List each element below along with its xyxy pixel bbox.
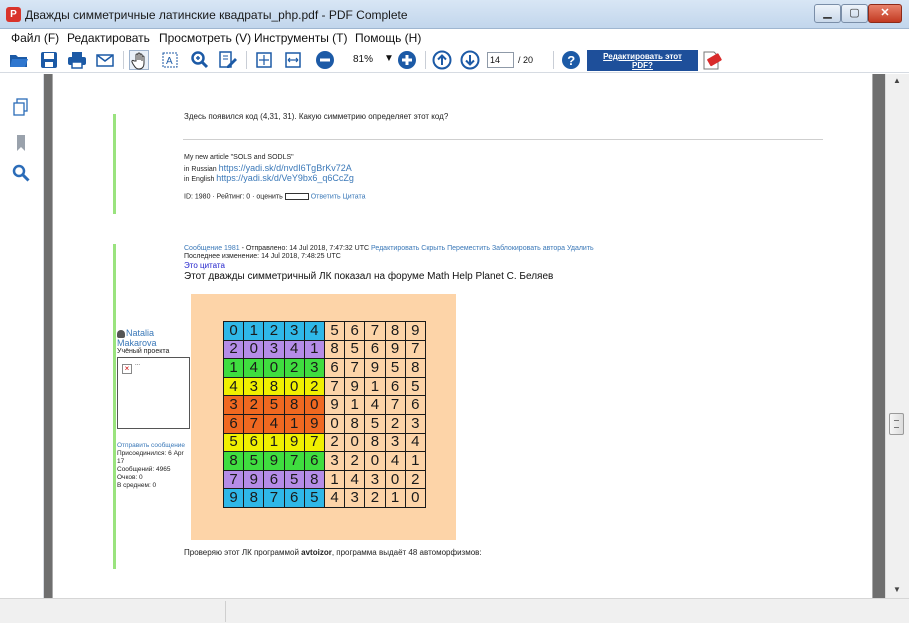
grid-cell: 1 [284, 414, 304, 433]
zoom-in-icon[interactable] [397, 50, 417, 70]
post2-header [184, 245, 594, 252]
grid-cell: 2 [264, 322, 284, 341]
signature-english [184, 173, 354, 183]
edit-icon[interactable] [217, 50, 237, 70]
grid-cell: 4 [405, 433, 425, 452]
left-sidebar [0, 74, 44, 598]
grid-cell: 3 [385, 433, 405, 452]
grid-cell: 0 [345, 433, 365, 452]
scrollbar-thumb[interactable] [889, 413, 904, 435]
fit-width-icon[interactable] [283, 50, 303, 70]
grid-row [224, 470, 426, 489]
hand-tool-icon[interactable] [129, 50, 149, 70]
grid-cell: 3 [405, 414, 425, 433]
grid-cell: 6 [405, 396, 425, 415]
vertical-scrollbar[interactable] [885, 74, 909, 598]
grid-cell: 4 [284, 340, 304, 359]
grid-cell: 3 [345, 489, 365, 508]
grid-cell: 9 [304, 414, 324, 433]
grid-cell: 8 [345, 414, 365, 433]
grid-cell: 7 [304, 433, 324, 452]
russian-link[interactable]: https://yadi.sk/d/nvdI6TgBrKv72A [218, 163, 352, 173]
quote-text: Этот дважды симметричный ЛК показал на форуме Math Help Planet С. Беляев [184, 271, 554, 282]
grid-cell: 2 [224, 340, 244, 359]
grid-cell: 7 [284, 452, 304, 471]
grid-cell: 0 [284, 377, 304, 396]
grid-cell: 6 [385, 377, 405, 396]
grid-cell: 4 [365, 396, 385, 415]
grid-cell: 5 [365, 414, 385, 433]
grid-cell: 0 [224, 322, 244, 341]
close-button[interactable] [868, 4, 902, 23]
open-folder-icon[interactable] [9, 50, 29, 70]
grid-cell: 1 [304, 340, 324, 359]
signature-line: My new article "SOLS and SODLS" [184, 154, 294, 161]
maximize-icon: ▢ [849, 7, 860, 19]
grid-cell: 9 [244, 470, 264, 489]
author-role: Учёный проекта [117, 348, 170, 355]
grid-cell: 1 [385, 489, 405, 508]
grid-cell: 7 [224, 470, 244, 489]
last-change: Последнее изменение: 14 Jul 2018, 7:48:25 UTC [184, 253, 341, 260]
grid-cell: 5 [224, 433, 244, 452]
grid-cell: 2 [365, 489, 385, 508]
close-icon: ✕ [880, 7, 890, 19]
zoom-icon[interactable] [190, 50, 210, 70]
toolbar-separator [553, 51, 554, 69]
svg-text:A: A [166, 56, 173, 67]
minimize-button[interactable] [814, 4, 841, 23]
grid-cell: 7 [324, 377, 344, 396]
title-bar [0, 0, 909, 29]
grid-cell: 8 [244, 489, 264, 508]
author-points: Очков: 0 [117, 474, 143, 481]
post1-meta [184, 193, 366, 200]
grid-cell: 7 [345, 359, 365, 378]
quote-label: Это цитата [184, 261, 225, 270]
edit-pdf-label-line2: PDF? [632, 61, 653, 70]
grid-cell: 1 [345, 396, 365, 415]
footer-prefix: Проверяю этот ЛК программой [184, 548, 302, 557]
grid-cell: 1 [224, 359, 244, 378]
grid-cell: 2 [304, 377, 324, 396]
avatar [117, 357, 190, 429]
author-joined: Присоединился: 6 Apr [117, 450, 184, 457]
svg-text:?: ? [567, 53, 576, 68]
grid-cell: 6 [365, 340, 385, 359]
send-message-link[interactable]: Отправить сообщение [117, 442, 186, 449]
avatar-alt-text: ... [135, 361, 141, 367]
grid-cell: 4 [385, 452, 405, 471]
grid-cell: 4 [244, 359, 264, 378]
latin-square-figure [191, 294, 456, 540]
grid-cell: 6 [324, 359, 344, 378]
post1-meta-text: ID: 1980 · Рейтинг: 0 · оценить [184, 193, 283, 201]
grid-cell: 0 [385, 470, 405, 489]
author-block [117, 328, 192, 355]
grid-cell: 6 [345, 322, 365, 341]
message-link[interactable]: Сообщение 1981 [184, 245, 240, 252]
grid-row [224, 414, 426, 433]
grid-row [224, 359, 426, 378]
grid-cell: 3 [304, 359, 324, 378]
grid-cell: 9 [224, 489, 244, 508]
text-select-icon[interactable] [160, 50, 180, 70]
grid-cell: 8 [304, 470, 324, 489]
scroll-up-icon[interactable]: ▲ [893, 76, 901, 85]
post1-question: Здесь появился код (4,31, 31). Какую симметрию определяет этот код? [184, 112, 449, 121]
menu-tools[interactable]: Инструменты (T) [254, 31, 348, 45]
grid-cell: 4 [304, 322, 324, 341]
toolbar-separator [246, 51, 247, 69]
grid-cell: 1 [365, 377, 385, 396]
grid-row [224, 452, 426, 471]
grid-cell: 8 [385, 322, 405, 341]
grid-cell: 7 [365, 322, 385, 341]
menu-view[interactable]: Просмотреть (V) [159, 31, 252, 45]
author-average: В среднем: 0 [117, 482, 157, 489]
grid-cell: 1 [244, 322, 264, 341]
author-joined-year: 17 [117, 458, 125, 465]
signature-russian [184, 163, 352, 173]
grid-cell: 9 [324, 396, 344, 415]
toolbar [0, 47, 909, 73]
grid-cell: 5 [304, 489, 324, 508]
grid-cell: 6 [224, 414, 244, 433]
footer-suffix: , программа выдаёт 48 автоморфизмов: [331, 548, 482, 557]
status-bar [0, 598, 909, 623]
scroll-down-icon[interactable]: ▼ [893, 585, 901, 594]
pages-panel-icon[interactable] [12, 98, 30, 116]
grid-cell: 9 [345, 377, 365, 396]
grid-cell: 3 [324, 452, 344, 471]
search-icon[interactable] [12, 164, 30, 182]
grid-cell: 9 [264, 452, 284, 471]
print-icon[interactable] [67, 50, 87, 70]
grid-cell: 8 [284, 396, 304, 415]
fit-page-icon[interactable] [254, 50, 274, 70]
grid-cell: 1 [264, 433, 284, 452]
save-icon[interactable] [39, 50, 59, 70]
post2-footer [184, 548, 482, 557]
grid-cell: 5 [264, 396, 284, 415]
grid-cell: 8 [405, 359, 425, 378]
grid-cell: 3 [365, 470, 385, 489]
grid-row [224, 489, 426, 508]
grid-cell: 9 [284, 433, 304, 452]
grid-cell: 3 [264, 340, 284, 359]
grid-cell: 2 [345, 452, 365, 471]
grid-cell: 6 [244, 433, 264, 452]
grid-cell: 3 [284, 322, 304, 341]
zoom-dropdown-icon[interactable]: ▼ [384, 53, 394, 64]
grid-cell: 5 [244, 452, 264, 471]
grid-cell: 9 [365, 359, 385, 378]
post2-actions[interactable]: Редактировать Скрыть Переместить Заблокировать автора Удалить [370, 245, 594, 252]
menu-file[interactable]: Файл (F) [11, 31, 60, 45]
edit-pdf-button[interactable] [587, 50, 698, 71]
grid-cell: 1 [324, 470, 344, 489]
grid-cell: 7 [405, 340, 425, 359]
post-border-bar [113, 244, 116, 569]
signature-ru-prefix: in Russian [184, 166, 219, 173]
grid-cell: 0 [304, 396, 324, 415]
grid-cell: 0 [264, 359, 284, 378]
latin-square-grid [223, 321, 426, 508]
maximize-button[interactable] [841, 4, 868, 23]
author-info [117, 442, 185, 490]
grid-cell: 0 [324, 414, 344, 433]
grid-cell: 7 [244, 414, 264, 433]
grid-cell: 2 [284, 359, 304, 378]
grid-cell: 2 [405, 470, 425, 489]
grid-cell: 7 [264, 489, 284, 508]
menu-bar [0, 29, 909, 47]
grid-cell: 8 [224, 452, 244, 471]
reply-quote-links[interactable]: Ответить Цитата [310, 193, 366, 201]
toolbar-separator [123, 51, 124, 69]
divider [183, 139, 823, 140]
page-number-input[interactable] [487, 52, 514, 68]
grid-cell: 3 [224, 396, 244, 415]
grid-cell: 9 [385, 340, 405, 359]
post-border-bar [113, 114, 116, 214]
document-viewport[interactable] [44, 74, 885, 598]
grid-cell: 1 [405, 452, 425, 471]
author-last-name[interactable]: Makarova [117, 338, 157, 348]
next-page-icon[interactable] [460, 50, 480, 70]
grid-cell: 5 [405, 377, 425, 396]
grid-cell: 0 [365, 452, 385, 471]
grid-cell: 4 [224, 377, 244, 396]
grid-cell: 4 [324, 489, 344, 508]
broken-image-icon: × [122, 364, 132, 374]
bookmark-icon[interactable] [12, 134, 30, 152]
minimize-icon: ▁ [823, 7, 832, 19]
author-first-name[interactable]: Natalia [126, 328, 155, 338]
grid-row [224, 433, 426, 452]
grid-cell: 8 [324, 340, 344, 359]
grid-cell: 2 [244, 396, 264, 415]
zoom-out-icon[interactable] [315, 50, 335, 70]
help-icon[interactable] [561, 50, 581, 70]
toolbar-separator [425, 51, 426, 69]
grid-cell: 2 [385, 414, 405, 433]
prev-page-icon[interactable] [432, 50, 452, 70]
rating-thumbs-icon[interactable] [285, 193, 309, 200]
menu-help[interactable]: Помощь (H) [355, 31, 422, 45]
window-title: Дважды симметричные латинские квадраты_php.pdf - PDF Complete [25, 8, 408, 22]
post2-sent-time: - Отправлено: 14 Jul 2018, 7:47:32 UTC [239, 245, 371, 252]
menu-edit[interactable]: Редактировать [67, 31, 150, 45]
grid-cell: 9 [405, 322, 425, 341]
grid-cell: 8 [264, 377, 284, 396]
grid-row [224, 396, 426, 415]
page-total: / 20 [518, 55, 534, 65]
grid-cell: 2 [324, 433, 344, 452]
program-name: avtoizor [301, 548, 332, 557]
grid-cell: 6 [284, 489, 304, 508]
pdf-badge-icon[interactable] [699, 50, 722, 71]
grid-row [224, 340, 426, 359]
signature-en-prefix: in English [184, 176, 217, 183]
zoom-level[interactable]: 81% [353, 54, 374, 65]
grid-cell: 4 [345, 470, 365, 489]
grid-cell: 6 [304, 452, 324, 471]
app-logo-icon: P [6, 7, 21, 22]
grid-cell: 5 [284, 470, 304, 489]
grid-cell: 5 [345, 340, 365, 359]
grid-cell: 5 [385, 359, 405, 378]
email-icon[interactable] [95, 50, 115, 70]
grid-cell: 0 [405, 489, 425, 508]
grid-cell: 3 [244, 377, 264, 396]
grid-row [224, 377, 426, 396]
grid-row [224, 322, 426, 341]
grid-cell: 6 [264, 470, 284, 489]
grid-cell: 0 [244, 340, 264, 359]
grid-cell: 5 [324, 322, 344, 341]
grid-cell: 4 [264, 414, 284, 433]
english-link[interactable]: https://yadi.sk/d/VeY9bx6_q6CcZg [216, 173, 354, 183]
edit-pdf-label-line1: Редактировать этот [603, 52, 682, 61]
grid-cell: 8 [365, 433, 385, 452]
user-icon [117, 330, 125, 338]
pdf-page [52, 74, 873, 598]
author-messages: Сообщений: 4965 [117, 466, 171, 473]
grid-cell: 7 [385, 396, 405, 415]
